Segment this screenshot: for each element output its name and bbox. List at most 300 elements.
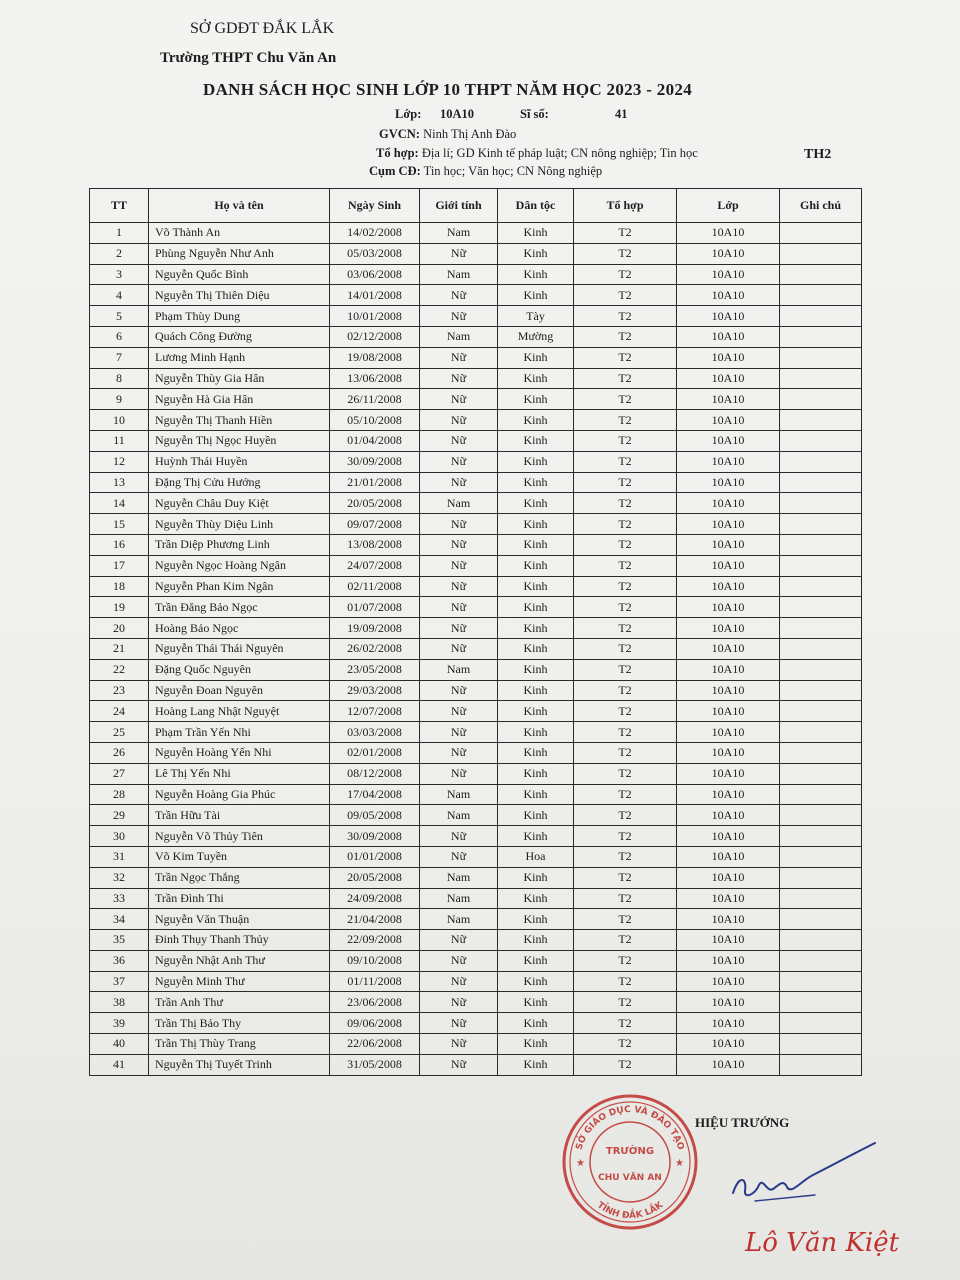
gender: Nữ xyxy=(420,992,498,1013)
student-name: Đinh Thụy Thanh Thủy xyxy=(149,930,330,951)
column-header: Ngày Sinh xyxy=(330,189,420,223)
class-cell: 10A10 xyxy=(677,680,780,701)
ethnicity: Kinh xyxy=(498,597,574,618)
student-name: Hoàng Lang Nhật Nguyệt xyxy=(149,701,330,722)
subject-group: T2 xyxy=(574,472,677,493)
table-row xyxy=(90,347,862,368)
table-row xyxy=(90,264,862,285)
student-name: Nguyễn Thái Thái Nguyên xyxy=(149,638,330,659)
subject-group: T2 xyxy=(574,285,677,306)
row-number: 24 xyxy=(90,701,149,722)
row-number: 17 xyxy=(90,555,149,576)
student-name: Nguyễn Thị Tuyết Trinh xyxy=(149,1054,330,1075)
row-number: 22 xyxy=(90,659,149,680)
gender: Nam xyxy=(420,784,498,805)
gender: Nam xyxy=(420,659,498,680)
student-name: Nguyễn Châu Duy Kiệt xyxy=(149,493,330,514)
class-cell: 10A10 xyxy=(677,888,780,909)
row-number: 4 xyxy=(90,285,149,306)
gender: Nữ xyxy=(420,514,498,535)
row-number: 32 xyxy=(90,867,149,888)
table-row xyxy=(90,389,862,410)
row-number: 35 xyxy=(90,930,149,951)
student-name: Phạm Thùy Dung xyxy=(149,306,330,327)
subject-group: T2 xyxy=(574,722,677,743)
homeroom-teacher-label: GVCN: xyxy=(379,127,420,141)
class-cell: 10A10 xyxy=(677,576,780,597)
row-number: 39 xyxy=(90,1013,149,1034)
note-cell xyxy=(780,285,862,306)
ethnicity: Kinh xyxy=(498,680,574,701)
ethnicity: Kinh xyxy=(498,555,574,576)
gender: Nữ xyxy=(420,971,498,992)
birth-date: 30/09/2008 xyxy=(330,826,420,847)
note-cell xyxy=(780,909,862,930)
note-cell xyxy=(780,846,862,867)
class-cell: 10A10 xyxy=(677,722,780,743)
birth-date: 22/09/2008 xyxy=(330,930,420,951)
row-number: 11 xyxy=(90,430,149,451)
class-cell: 10A10 xyxy=(677,1013,780,1034)
note-cell xyxy=(780,264,862,285)
subject-group: T2 xyxy=(574,555,677,576)
class-cell: 10A10 xyxy=(677,389,780,410)
class-cell: 10A10 xyxy=(677,285,780,306)
subject-group: T2 xyxy=(574,534,677,555)
ethnicity: Kinh xyxy=(498,472,574,493)
subject-group: T2 xyxy=(574,597,677,618)
document-title: DANH SÁCH HỌC SINH LỚP 10 THPT NĂM HỌC 2023 - 2024 xyxy=(203,80,692,99)
note-cell xyxy=(780,722,862,743)
class-cell: 10A10 xyxy=(677,763,780,784)
gender: Nữ xyxy=(420,347,498,368)
birth-date: 01/07/2008 xyxy=(330,597,420,618)
class-cell: 10A10 xyxy=(677,742,780,763)
birth-date: 20/05/2008 xyxy=(330,493,420,514)
ethnicity: Kinh xyxy=(498,368,574,389)
row-number: 19 xyxy=(90,597,149,618)
note-cell xyxy=(780,514,862,535)
subject-group: T2 xyxy=(574,701,677,722)
row-number: 9 xyxy=(90,389,149,410)
student-name: Nguyễn Phan Kim Ngân xyxy=(149,576,330,597)
birth-date: 10/01/2008 xyxy=(330,306,420,327)
table-row xyxy=(90,950,862,971)
student-name: Nguyễn Hoàng Yến Nhi xyxy=(149,742,330,763)
birth-date: 02/12/2008 xyxy=(330,326,420,347)
birth-date: 03/06/2008 xyxy=(330,264,420,285)
class-cell: 10A10 xyxy=(677,638,780,659)
student-name: Quách Công Đường xyxy=(149,326,330,347)
birth-date: 02/11/2008 xyxy=(330,576,420,597)
ethnicity: Kinh xyxy=(498,971,574,992)
table-row xyxy=(90,784,862,805)
table-row xyxy=(90,638,862,659)
gender: Nam xyxy=(420,888,498,909)
note-cell xyxy=(780,597,862,618)
student-name: Nguyễn Nhật Anh Thư xyxy=(149,950,330,971)
note-cell xyxy=(780,223,862,244)
subject-group: T2 xyxy=(574,909,677,930)
table-row xyxy=(90,763,862,784)
class-cell: 10A10 xyxy=(677,659,780,680)
subject-group: T2 xyxy=(574,805,677,826)
subject-group: T2 xyxy=(574,784,677,805)
gender: Nữ xyxy=(420,826,498,847)
note-cell xyxy=(780,534,862,555)
class-cell: 10A10 xyxy=(677,992,780,1013)
subject-group: T2 xyxy=(574,347,677,368)
gender: Nữ xyxy=(420,618,498,639)
ethnicity: Kinh xyxy=(498,1034,574,1055)
class-cell: 10A10 xyxy=(677,451,780,472)
ethnicity: Kinh xyxy=(498,534,574,555)
row-number: 6 xyxy=(90,326,149,347)
note-cell xyxy=(780,701,862,722)
principal-name: Lô Văn Kiệt xyxy=(745,1228,900,1258)
ethnicity: Hoa xyxy=(498,846,574,867)
table-row xyxy=(90,576,862,597)
row-number: 16 xyxy=(90,534,149,555)
row-number: 7 xyxy=(90,347,149,368)
gender: Nữ xyxy=(420,410,498,431)
birth-date: 02/01/2008 xyxy=(330,742,420,763)
birth-date: 22/06/2008 xyxy=(330,1034,420,1055)
ethnicity: Kinh xyxy=(498,784,574,805)
class-cell: 10A10 xyxy=(677,846,780,867)
note-cell xyxy=(780,576,862,597)
subject-group: T2 xyxy=(574,971,677,992)
student-name: Trần Đình Thi xyxy=(149,888,330,909)
table-row xyxy=(90,659,862,680)
student-name: Trần Thị Bảo Thy xyxy=(149,1013,330,1034)
note-cell xyxy=(780,430,862,451)
class-cell: 10A10 xyxy=(677,867,780,888)
class-cell: 10A10 xyxy=(677,909,780,930)
birth-date: 24/07/2008 xyxy=(330,555,420,576)
row-number: 31 xyxy=(90,846,149,867)
table-row xyxy=(90,1013,862,1034)
gender: Nữ xyxy=(420,1034,498,1055)
row-number: 37 xyxy=(90,971,149,992)
row-number: 12 xyxy=(90,451,149,472)
student-name: Nguyễn Võ Thủy Tiên xyxy=(149,826,330,847)
student-name: Nguyễn Văn Thuận xyxy=(149,909,330,930)
student-name: Võ Thành An xyxy=(149,223,330,244)
subject-group: T2 xyxy=(574,826,677,847)
note-cell xyxy=(780,243,862,264)
note-cell xyxy=(780,867,862,888)
ethnicity: Kinh xyxy=(498,638,574,659)
subject-group: T2 xyxy=(574,888,677,909)
birth-date: 03/03/2008 xyxy=(330,722,420,743)
ethnicity: Kinh xyxy=(498,618,574,639)
column-header: Dân tộc xyxy=(498,189,574,223)
student-name: Nguyễn Hà Gia Hân xyxy=(149,389,330,410)
birth-date: 29/03/2008 xyxy=(330,680,420,701)
table-row xyxy=(90,1034,862,1055)
row-number: 27 xyxy=(90,763,149,784)
column-header: Ghi chú xyxy=(780,189,862,223)
subject-group: T2 xyxy=(574,514,677,535)
row-number: 20 xyxy=(90,618,149,639)
principal-title: HIỆU TRƯỞNG xyxy=(695,1115,790,1130)
student-name: Trần Ngọc Thắng xyxy=(149,867,330,888)
birth-date: 05/03/2008 xyxy=(330,243,420,264)
birth-date: 09/05/2008 xyxy=(330,805,420,826)
svg-text:SỞ GIÁO DỤC VÀ ĐÀO TẠO: SỞ GIÁO DỤC VÀ ĐÀO TẠO xyxy=(574,1104,686,1152)
note-cell xyxy=(780,826,862,847)
table-row xyxy=(90,846,862,867)
birth-date: 08/12/2008 xyxy=(330,763,420,784)
table-row xyxy=(90,368,862,389)
ethnicity: Tày xyxy=(498,306,574,327)
subject-combination xyxy=(376,146,698,161)
note-cell xyxy=(780,1034,862,1055)
subject-group: T2 xyxy=(574,930,677,951)
ethnicity: Kinh xyxy=(498,659,574,680)
gender: Nữ xyxy=(420,243,498,264)
ethnicity: Kinh xyxy=(498,701,574,722)
note-cell xyxy=(780,971,862,992)
gender: Nữ xyxy=(420,430,498,451)
subject-group: T2 xyxy=(574,243,677,264)
table-row xyxy=(90,493,862,514)
table-row xyxy=(90,597,862,618)
ethnicity: Kinh xyxy=(498,389,574,410)
svg-text:TRƯỜNG: TRƯỜNG xyxy=(605,1146,655,1157)
subject-group: T2 xyxy=(574,846,677,867)
table-row xyxy=(90,472,862,493)
gender: Nữ xyxy=(420,701,498,722)
column-header: Tổ hợp xyxy=(574,189,677,223)
note-cell xyxy=(780,805,862,826)
note-cell xyxy=(780,742,862,763)
birth-date: 09/10/2008 xyxy=(330,950,420,971)
column-header: Họ và tên xyxy=(149,189,330,223)
subject-group: T2 xyxy=(574,223,677,244)
ethnicity: Kinh xyxy=(498,514,574,535)
birth-date: 30/09/2008 xyxy=(330,451,420,472)
class-cell: 10A10 xyxy=(677,597,780,618)
gender: Nữ xyxy=(420,368,498,389)
table-row xyxy=(90,430,862,451)
ethnicity: Kinh xyxy=(498,763,574,784)
subject-group: T2 xyxy=(574,389,677,410)
row-number: 29 xyxy=(90,805,149,826)
class-cell: 10A10 xyxy=(677,1054,780,1075)
birth-date: 20/05/2008 xyxy=(330,867,420,888)
row-number: 8 xyxy=(90,368,149,389)
ethnicity: Kinh xyxy=(498,285,574,306)
subject-group: T2 xyxy=(574,368,677,389)
subject-group: T2 xyxy=(574,1054,677,1075)
gender: Nam xyxy=(420,493,498,514)
student-name: Võ Kim Tuyền xyxy=(149,846,330,867)
subject-group: T2 xyxy=(574,1034,677,1055)
ethnicity: Kinh xyxy=(498,493,574,514)
subject-group: T2 xyxy=(574,576,677,597)
gender: Nữ xyxy=(420,742,498,763)
gender: Nữ xyxy=(420,1013,498,1034)
student-name: Nguyễn Ngọc Hoàng Ngân xyxy=(149,555,330,576)
note-cell xyxy=(780,680,862,701)
class-cell: 10A10 xyxy=(677,264,780,285)
ethnicity: Kinh xyxy=(498,826,574,847)
note-cell xyxy=(780,784,862,805)
student-name: Trần Diệp Phương Linh xyxy=(149,534,330,555)
birth-date: 13/08/2008 xyxy=(330,534,420,555)
row-number: 38 xyxy=(90,992,149,1013)
birth-date: 19/08/2008 xyxy=(330,347,420,368)
student-name: Huỳnh Thái Huyền xyxy=(149,451,330,472)
note-cell xyxy=(780,1054,862,1075)
department-name: SỞ GDĐT ĐẮK LẮK xyxy=(190,20,335,37)
ethnicity: Kinh xyxy=(498,576,574,597)
student-name: Lương Minh Hạnh xyxy=(149,347,330,368)
table-body xyxy=(90,223,862,1076)
student-name: Nguyễn Quốc Bình xyxy=(149,264,330,285)
table-row xyxy=(90,514,862,535)
table-row xyxy=(90,805,862,826)
subject-group: T2 xyxy=(574,618,677,639)
student-name: Nguyễn Thùy Diệu Linh xyxy=(149,514,330,535)
class-cell: 10A10 xyxy=(677,223,780,244)
row-number: 1 xyxy=(90,223,149,244)
ethnicity: Kinh xyxy=(498,888,574,909)
note-cell xyxy=(780,618,862,639)
row-number: 5 xyxy=(90,306,149,327)
note-cell xyxy=(780,763,862,784)
row-number: 28 xyxy=(90,784,149,805)
class-cell: 10A10 xyxy=(677,410,780,431)
subject-group: T2 xyxy=(574,992,677,1013)
table-row xyxy=(90,618,862,639)
subject-group: T2 xyxy=(574,430,677,451)
gender: Nữ xyxy=(420,472,498,493)
row-number: 23 xyxy=(90,680,149,701)
table-row xyxy=(90,909,862,930)
birth-date: 26/11/2008 xyxy=(330,389,420,410)
subject-group: T2 xyxy=(574,659,677,680)
student-name: Nguyễn Thùy Gia Hân xyxy=(149,368,330,389)
class-cell: 10A10 xyxy=(677,805,780,826)
class-cell: 10A10 xyxy=(677,472,780,493)
ethnicity: Kinh xyxy=(498,1013,574,1034)
gender: Nữ xyxy=(420,638,498,659)
class-cell: 10A10 xyxy=(677,347,780,368)
subject-group: T2 xyxy=(574,451,677,472)
note-cell xyxy=(780,347,862,368)
birth-date: 14/01/2008 xyxy=(330,285,420,306)
topic-cluster-label: Cụm CĐ: xyxy=(369,164,421,178)
class-cell: 10A10 xyxy=(677,1034,780,1055)
birth-date: 12/07/2008 xyxy=(330,701,420,722)
table-row xyxy=(90,680,862,701)
ethnicity: Mường xyxy=(498,326,574,347)
class-cell: 10A10 xyxy=(677,368,780,389)
row-number: 25 xyxy=(90,722,149,743)
class-cell: 10A10 xyxy=(677,493,780,514)
table-row xyxy=(90,826,862,847)
note-cell xyxy=(780,950,862,971)
subject-group: T2 xyxy=(574,410,677,431)
row-number: 21 xyxy=(90,638,149,659)
row-number: 2 xyxy=(90,243,149,264)
note-cell xyxy=(780,659,862,680)
gender: Nữ xyxy=(420,930,498,951)
table-row xyxy=(90,888,862,909)
gender: Nữ xyxy=(420,306,498,327)
subject-group: T2 xyxy=(574,493,677,514)
student-name: Trần Thị Thùy Trang xyxy=(149,1034,330,1055)
ethnicity: Kinh xyxy=(498,805,574,826)
svg-text:★: ★ xyxy=(675,1158,684,1169)
birth-date: 01/11/2008 xyxy=(330,971,420,992)
official-stamp xyxy=(560,1092,700,1232)
row-number: 14 xyxy=(90,493,149,514)
row-number: 18 xyxy=(90,576,149,597)
student-name: Đặng Thị Cửu Hướng xyxy=(149,472,330,493)
subject-group: T2 xyxy=(574,306,677,327)
subject-group: T2 xyxy=(574,326,677,347)
row-number: 26 xyxy=(90,742,149,763)
ethnicity: Kinh xyxy=(498,992,574,1013)
gender: Nữ xyxy=(420,451,498,472)
row-number: 30 xyxy=(90,826,149,847)
row-number: 34 xyxy=(90,909,149,930)
note-cell xyxy=(780,368,862,389)
handwritten-signature xyxy=(725,1135,885,1215)
subject-combination-label: Tổ hợp: xyxy=(376,146,419,160)
birth-date: 31/05/2008 xyxy=(330,1054,420,1075)
gender: Nữ xyxy=(420,389,498,410)
svg-text:TỈNH ĐẮK LẮK: TỈNH ĐẮK LẮK xyxy=(594,1200,666,1222)
class-cell: 10A10 xyxy=(677,701,780,722)
table-row xyxy=(90,534,862,555)
ethnicity: Kinh xyxy=(498,742,574,763)
student-name: Nguyễn Hoàng Gia Phúc xyxy=(149,784,330,805)
table-row xyxy=(90,326,862,347)
subject-group: T2 xyxy=(574,638,677,659)
ethnicity: Kinh xyxy=(498,451,574,472)
subject-group: T2 xyxy=(574,763,677,784)
table-row xyxy=(90,867,862,888)
ethnicity: Kinh xyxy=(498,867,574,888)
svg-text:★: ★ xyxy=(576,1158,585,1169)
subject-group: T2 xyxy=(574,264,677,285)
row-number: 36 xyxy=(90,950,149,971)
gender: Nữ xyxy=(420,534,498,555)
ethnicity: Kinh xyxy=(498,722,574,743)
class-cell: 10A10 xyxy=(677,950,780,971)
ethnicity: Kinh xyxy=(498,264,574,285)
subject-combination-value: Địa lí; GD Kinh tế pháp luật; CN nông nghiệp; Tin học xyxy=(421,146,698,160)
class-cell: 10A10 xyxy=(677,534,780,555)
table-row xyxy=(90,992,862,1013)
student-name: Phạm Trần Yến Nhi xyxy=(149,722,330,743)
table-row xyxy=(90,285,862,306)
ethnicity: Kinh xyxy=(498,930,574,951)
subject-group: T2 xyxy=(574,1013,677,1034)
row-number: 15 xyxy=(90,514,149,535)
row-number: 33 xyxy=(90,888,149,909)
class-cell: 10A10 xyxy=(677,326,780,347)
birth-date: 19/09/2008 xyxy=(330,618,420,639)
subject-group: T2 xyxy=(574,867,677,888)
note-cell xyxy=(780,930,862,951)
table-row xyxy=(90,243,862,264)
